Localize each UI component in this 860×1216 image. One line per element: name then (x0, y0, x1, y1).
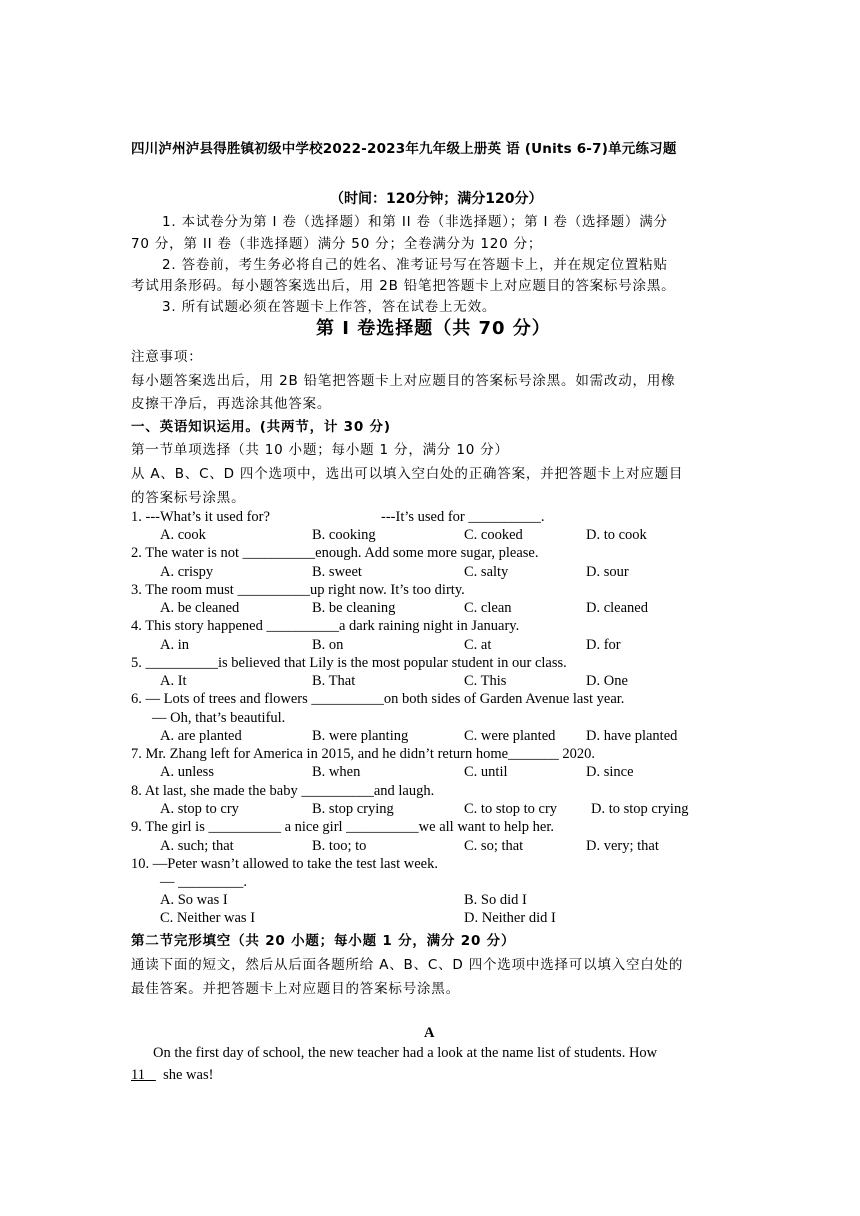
question-reply: — Oh, that’s beautiful. (152, 710, 286, 726)
question-stem: 1. ---What’s it used for? (131, 509, 270, 525)
question-stem: 10. —Peter wasn’t allowed to take the test last week. (131, 856, 438, 872)
option-c: C. were planted (464, 728, 556, 744)
option-b: B. when (312, 764, 361, 780)
option-d: D. for (586, 637, 621, 653)
option-d: D. very; that (586, 838, 659, 854)
question-stem: 8. At last, she made the baby __________and laugh. (131, 783, 435, 799)
option-d: D. to stop crying (591, 801, 689, 817)
option-c: C. to stop to cry (464, 801, 558, 817)
document-title: 四川泸州泸县得胜镇初级中学校2022-2023年九年级上册英 语 (Units 6-7)单元练习题 (131, 141, 677, 157)
option-d: D. cleaned (586, 600, 648, 616)
option-b: B. sweet (312, 564, 362, 580)
option-a: A. stop to cry (160, 801, 239, 817)
instruction-line: 2. 答卷前，考生务必将自己的姓名、准考证号写在答题卡上，并在规定位置粘贴 (162, 257, 668, 273)
notice-line: 皮擦干净后，再选涂其他答案。 (131, 396, 332, 412)
section1-part2-heading: 第二节完形填空（共 20 小题；每小题 1 分，满分 20 分） (131, 933, 516, 949)
option-b: B. That (312, 673, 356, 689)
instruction-line: 70 分，第 II 卷（非选择题）满分 50 分；全卷满分为 120 分； (131, 236, 543, 252)
question-stem: ---It’s used for __________. (381, 509, 545, 525)
instruction-line: 考试用条形码。每小题答案选出后，用 2B 铅笔把答题卡上对应题目的答案标号涂黑。 (131, 278, 676, 294)
question-stem: 4. This story happened __________a dark raining night in January. (131, 618, 520, 634)
passage-text (131, 1067, 213, 1084)
option-c: C. until (464, 764, 508, 780)
option-a: A. are planted (160, 728, 242, 744)
option-d: D. have planted (586, 728, 678, 744)
option-b: B. were planting (312, 728, 409, 744)
option-c: C. cooked (464, 527, 523, 543)
section1-part1-heading: 第一节单项选择（共 10 小题；每小题 1 分，满分 10 分） (131, 442, 509, 458)
option-a: A. cook (160, 527, 206, 543)
option-a: A. So was I (160, 892, 228, 908)
question-stem: 2. The water is not __________enough. Add some more sugar, please. (131, 545, 539, 561)
option-a: A. be cleaned (160, 600, 240, 616)
option-d: D. to cook (586, 527, 647, 543)
question-stem: 7. Mr. Zhang left for America in 2015, and he didn’t return home_______ 2020. (131, 746, 596, 762)
option-a: A. unless (160, 764, 214, 780)
section1-part1-instruction: 从 A、B、C、D 四个选项中，选出可以填入空白处的正确答案，并把答题卡上对应题目 (131, 466, 684, 482)
option-d: D. Neither did I (464, 910, 556, 926)
question-stem: 3. The room must __________up right now. It’s too dirty. (131, 582, 465, 598)
time-note: （时间：120分钟；满分120分） (330, 191, 543, 207)
passage-text-rest: she was! (163, 1067, 214, 1083)
option-b: B. be cleaning (312, 600, 396, 616)
option-a: A. in (160, 637, 189, 653)
question-stem: 9. The girl is __________ a nice girl __________we all want to help her. (131, 819, 554, 835)
passage-text: On the first day of school, the new teacher had a look at the name list of students. How (153, 1045, 658, 1061)
option-c: C. salty (464, 564, 509, 580)
option-d: D. One (586, 673, 628, 689)
option-b: B. cooking (312, 527, 376, 543)
option-a: A. It (160, 673, 187, 689)
option-b: B. on (312, 637, 344, 653)
question-stem: 5. __________is believed that Lily is the most popular student in our class. (131, 655, 567, 671)
option-c: C. clean (464, 600, 512, 616)
passage-blank-line (145, 1067, 156, 1083)
notice-line: 每小题答案选出后，用 2B 铅笔把答题卡上对应题目的答案标号涂黑。如需改动，用橡 (131, 373, 676, 389)
instruction-line: 3. 所有试题必须在答题卡上作答，答在试卷上无效。 (162, 299, 497, 315)
instruction-line: 1. 本试卷分为第 I 卷（选择题）和第 II 卷（非选择题）；第 I 卷（选择题）满分 (162, 214, 668, 230)
passage-blank: 11 (131, 1067, 145, 1083)
option-b: B. So did I (464, 892, 527, 908)
option-b: B. too; to (312, 838, 367, 854)
option-c: C. at (464, 637, 492, 653)
option-a: A. crispy (160, 564, 214, 580)
option-d: D. since (586, 764, 634, 780)
option-c: C. so; that (464, 838, 524, 854)
option-b: B. stop crying (312, 801, 394, 817)
option-d: D. sour (586, 564, 629, 580)
part1-heading: 第 I 卷选择题（共 70 分） (316, 318, 551, 339)
notice-label: 注意事项： (131, 349, 203, 365)
passage-label: A (424, 1025, 435, 1041)
option-c: C. Neither was I (160, 910, 256, 926)
section1-heading: 一、英语知识运用。(共两节，计 30 分) (131, 419, 391, 435)
option-a: A. such; that (160, 838, 234, 854)
question-stem: 6. — Lots of trees and flowers __________on both sides of Garden Avenue last year. (131, 691, 625, 707)
section1-part1-instruction: 的答案标号涂黑。 (131, 490, 246, 506)
section1-part2-instruction: 最佳答案。并把答题卡上对应题目的答案标号涂黑。 (131, 981, 460, 997)
question-reply: — _________. (160, 874, 247, 890)
section1-part2-instruction: 通读下面的短文，然后从后面各题所给 A、B、C、D 四个选项中选择可以填入空白处的 (131, 957, 684, 973)
option-c: C. This (464, 673, 507, 689)
